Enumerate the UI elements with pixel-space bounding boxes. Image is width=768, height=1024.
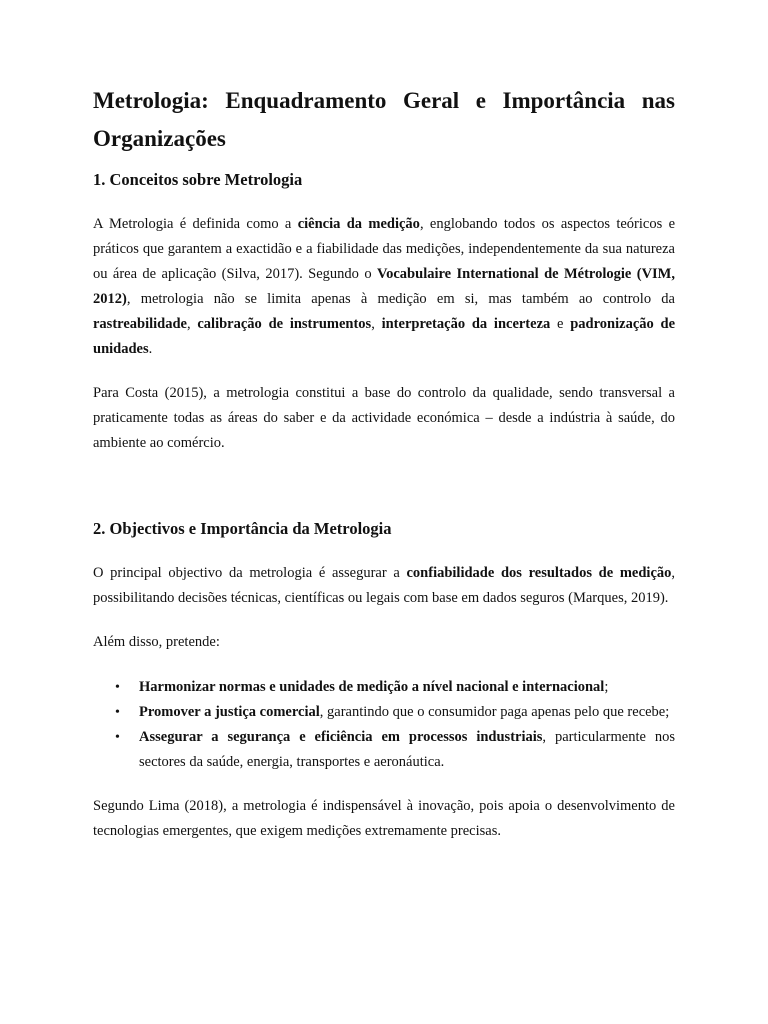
bold-term: Assegurar a segurança e eficiência em processos industriais xyxy=(139,729,543,745)
text-run: , possibilitando decisões técnicas, científicas ou legais com base em dados seguros (Marques, 2019). xyxy=(93,565,676,606)
bold-term: rastreabilidade xyxy=(93,316,187,332)
text-run: , englobando todos os aspectos teóricos e práticos que garantem a exactidão e a fiabilidade das medições, independentemente da sua natureza ou área de aplicação (Silva, 2017). Segundo o xyxy=(93,216,675,282)
text-run: O principal objectivo da metrologia é assegurar a xyxy=(93,565,407,581)
bullet-icon: • xyxy=(115,730,120,745)
bold-term: interpretação da incerteza xyxy=(381,316,551,332)
text-run: , xyxy=(186,316,198,332)
text-run: ; xyxy=(604,679,609,695)
objectives-list xyxy=(93,675,675,775)
bold-term: confiabilidade dos resultados de medição xyxy=(406,565,672,581)
bold-term: Promover a justiça comercial xyxy=(139,704,320,720)
list-item xyxy=(115,725,676,775)
text-run: , metrologia não se limita apenas à medição em si, mas também ao controlo da xyxy=(126,291,675,307)
text-run: e xyxy=(550,316,571,332)
bold-term: ciência da medição xyxy=(297,216,420,232)
section-1-paragraph-2: Para Costa (2015), a metrologia constitui a base do controlo da qualidade, sendo transversal a praticamente todas as áreas do saber e da actividade económica – desde a indústria à saúde, do ambiente ao comércio. xyxy=(93,385,675,451)
section-1-heading: 1. Conceitos sobre Metrologia xyxy=(93,170,303,189)
text-run: , particularmente nos sectores da saúde, energia, transportes e aeronáutica. xyxy=(139,729,676,770)
bold-term: Harmonizar normas e unidades de medição a nível nacional e internacional xyxy=(139,679,605,695)
section-2-paragraph-1 xyxy=(93,561,675,611)
section-2-paragraph-3: Segundo Lima (2018), a metrologia é indispensável à inovação, pois apoia o desenvolvimento de tecnologias emergentes, que exigem medições extremamente precisas. xyxy=(93,798,675,839)
list-item xyxy=(115,675,675,700)
document-title: Metrologia: Enquadramento Geral e Importância nas Organizações xyxy=(93,88,675,151)
text-run: . xyxy=(148,341,153,357)
text-run: , garantindo que o consumidor paga apenas pelo que recebe; xyxy=(319,704,670,720)
section-1-paragraph-1 xyxy=(93,212,675,362)
bullet-icon: • xyxy=(115,680,120,695)
list-item xyxy=(115,700,675,725)
bold-term: padronização de unidades xyxy=(93,316,676,357)
bold-term: calibração de instrumentos xyxy=(197,316,372,332)
section-2-paragraph-2: Além disso, pretende: xyxy=(93,634,220,650)
text-run: , xyxy=(371,316,382,332)
document-page xyxy=(93,82,675,844)
text-run: A Metrologia é definida como a xyxy=(93,216,298,232)
bold-term: Vocabulaire International de Métrologie (VIM, 2012) xyxy=(93,266,675,307)
section-2-heading: 2. Objectivos e Importância da Metrologia xyxy=(93,519,392,538)
bullet-icon: • xyxy=(115,705,120,720)
